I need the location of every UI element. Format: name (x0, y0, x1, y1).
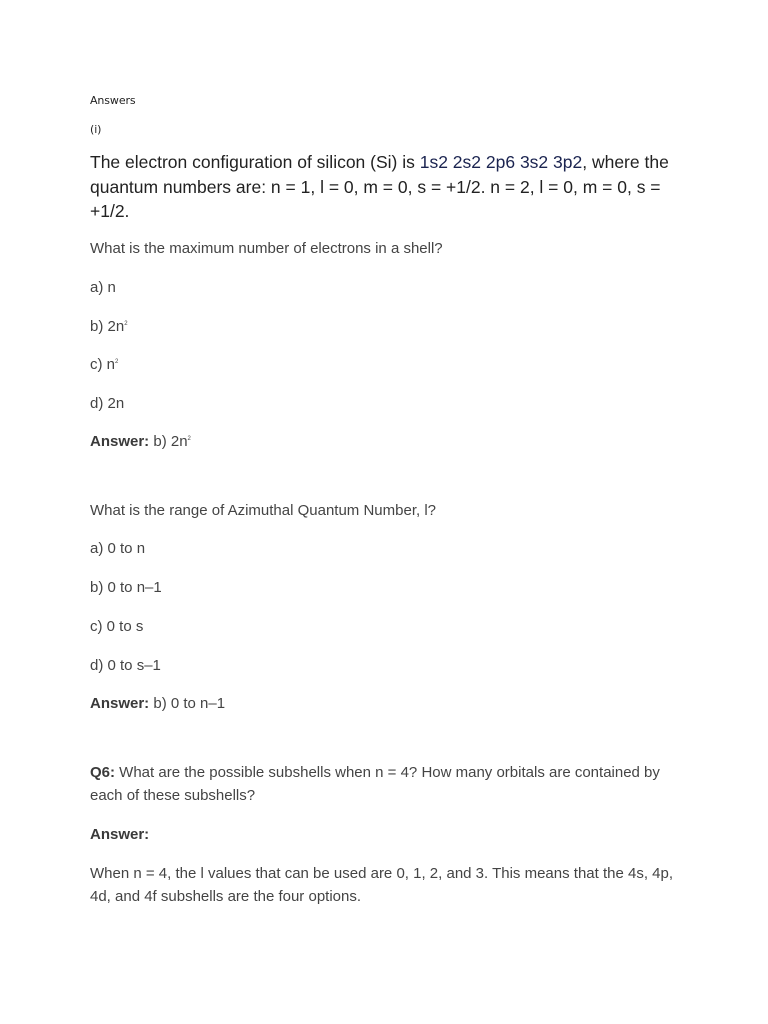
question-6-text: Q6: What are the possible subshells when n = 4? How many orbitals are contained by each of these subshells? (90, 764, 660, 804)
intro-prefix: The electron configuration of silicon (Si) is (90, 152, 420, 172)
question-1-answer: Answer: b) $2n^2$ (90, 433, 191, 450)
question-6-answer-body: When n = 4, the l values that can be used are 0, 1, 2, and 3. This means that the 4s, 4p, 4d, and 4f subshells are the four options. (90, 865, 674, 905)
intro-suffix: , where the quantum numbers are: n = 1, l = 0, m = 0, s = +1/2. n = 2, l = 0, m = 0, s = +1/2. (90, 152, 669, 221)
question-6-label: Q6: (90, 764, 116, 781)
question-1-option-a: a) n (90, 279, 116, 296)
question-1-option-d: d) 2n (90, 395, 125, 412)
question-1-text: What is the maximum number of electrons in a shell? (90, 240, 443, 257)
question-2-option-d: d) 0 to s–1 (90, 657, 161, 674)
question-2-option-a: a) 0 to n (90, 540, 146, 557)
question-2-option-c: c) 0 to s (90, 618, 144, 635)
question-1-option-b: b) $2n^2$ (90, 318, 128, 335)
answers-heading: Answers (90, 94, 136, 107)
question-2-answer: Answer: b) 0 to n–1 (90, 695, 226, 712)
question-2-option-b: b) 0 to n–1 (90, 579, 162, 596)
answer-label: Answer: (90, 433, 150, 450)
answer-label: Answer: (90, 695, 150, 712)
question-1-option-c: c) $n^2$ (90, 356, 119, 373)
question-2-text: What is the range of Azimuthal Quantum Number, l? (90, 502, 437, 519)
electron-configuration: 1s2 2s2 2p6 3s2 3p2 (419, 152, 583, 172)
intro-paragraph (90, 150, 680, 224)
question-6-answer-label: Answer: (90, 826, 150, 843)
part-label: (i) (90, 123, 102, 136)
